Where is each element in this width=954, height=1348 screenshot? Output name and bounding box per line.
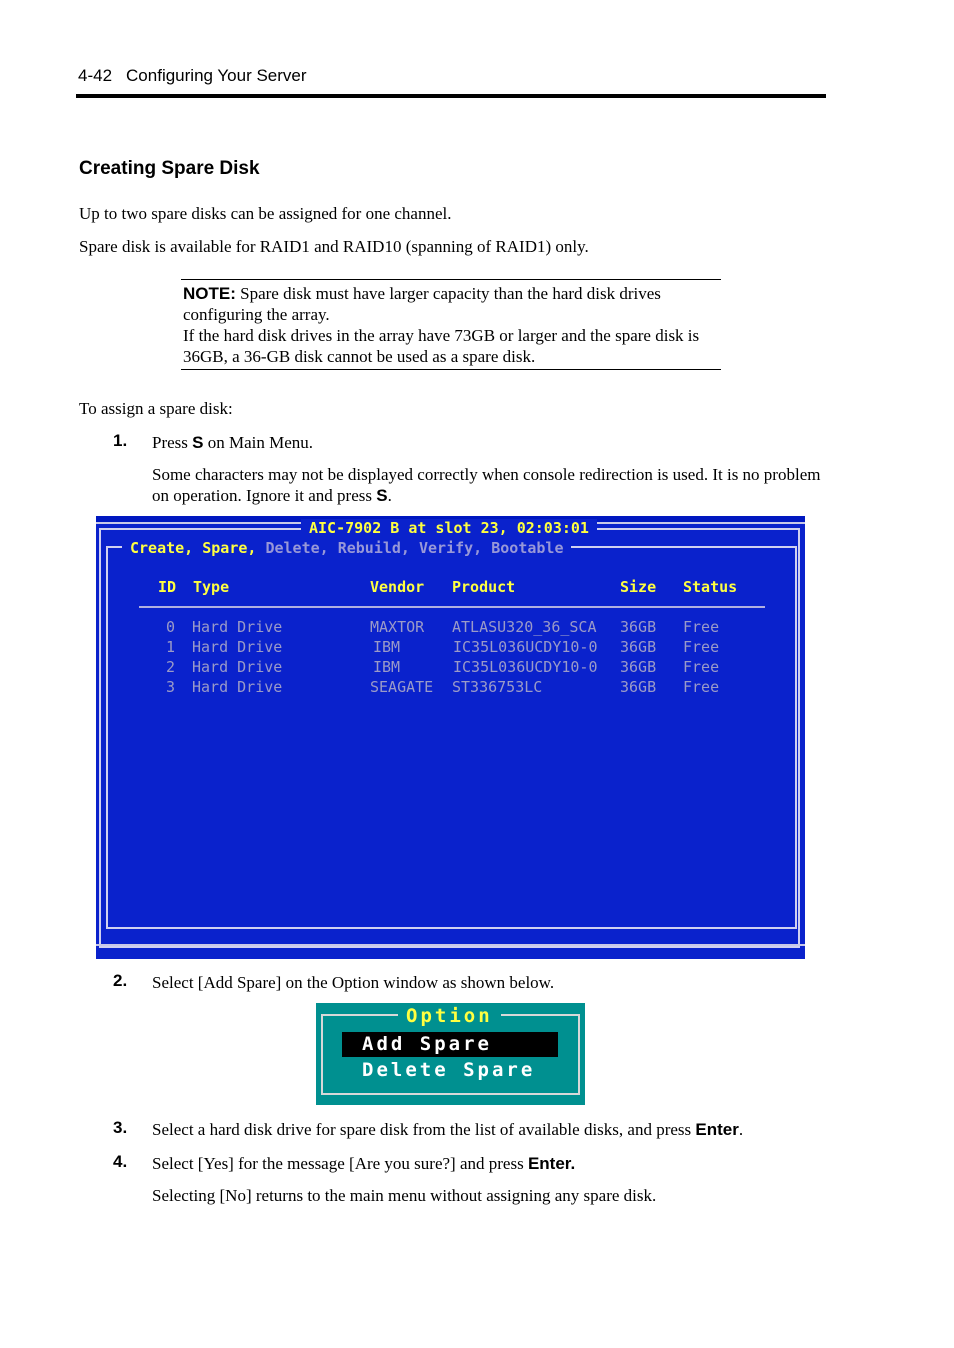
key-s-2: S bbox=[376, 486, 388, 505]
step-2-number: 2. bbox=[113, 971, 128, 990]
lead-text: To assign a spare disk: bbox=[79, 399, 233, 418]
step-2-text: Select [Add Spare] on the Option window as shown below. bbox=[152, 973, 555, 992]
bios-inner-frame bbox=[106, 546, 797, 929]
note-text-1: Spare disk must have larger capacity than the hard disk drives configuring the array. bbox=[183, 284, 661, 324]
col-size: Size bbox=[620, 578, 657, 596]
step-3-text: Select a hard disk drive for spare disk from the list of available disks, and press Enter. bbox=[152, 1120, 744, 1139]
key-s: S bbox=[192, 433, 204, 452]
col-id: ID bbox=[158, 578, 177, 596]
option-delete-spare[interactable]: Delete Spare bbox=[362, 1059, 536, 1081]
bios-screen: AIC-7902 B at slot 23, 02:03:01 Create, Spare, Delete, Rebuild, Verify, Bootable ID Type Vendor Product Size Status 0 Hard Drive MAXTOR ATLASU320_36_SCA 36GB Free 1 Hard Drive IBM IC35L036UCDY10-0 36GB Free 2 Hard Drive IBM IC35L036UCDY10-0 36GB Free 3 Hard Drive SEAGATE ST336753LC 36GB Free bbox=[96, 516, 805, 959]
option-add-spare[interactable]: Add Spare bbox=[362, 1033, 492, 1055]
chapter-title: Configuring Your Server bbox=[126, 66, 307, 85]
col-status: Status bbox=[683, 578, 738, 596]
column-rule bbox=[139, 606, 765, 608]
section-title: Creating Spare Disk bbox=[79, 158, 260, 179]
step-1-subtext: Some characters may not be displayed correctly when console redirection is used. It is no problem on operation. Ignore it and press S. bbox=[152, 465, 821, 505]
col-type: Type bbox=[193, 578, 230, 596]
key-enter: Enter bbox=[695, 1120, 739, 1139]
step-1-text: Press S on Main Menu. bbox=[152, 433, 314, 452]
intro-paragraph-2: Spare disk is available for RAID1 and RAID10 (spanning of RAID1) only. bbox=[79, 237, 589, 256]
menu-create[interactable]: Create, bbox=[130, 539, 194, 557]
key-enter-2: Enter. bbox=[527, 1154, 576, 1173]
option-window bbox=[316, 1003, 585, 1105]
option-title: Option bbox=[398, 1005, 501, 1027]
header-rule bbox=[76, 94, 826, 98]
step-1-number: 1. bbox=[113, 431, 128, 450]
bios-menu-bar bbox=[122, 539, 571, 557]
step-4-number: 4. bbox=[113, 1152, 128, 1171]
intro-paragraph-1: Up to two spare disks can be assigned for one channel. bbox=[79, 204, 452, 223]
page-number: 4-42 bbox=[78, 66, 113, 85]
running-header bbox=[78, 66, 307, 86]
bios-bottom-rule bbox=[96, 944, 805, 946]
bios-title: AIC-7902 B at slot 23, 02:03:01 bbox=[301, 519, 597, 537]
col-product: Product bbox=[452, 578, 516, 596]
note-label: NOTE: bbox=[183, 284, 236, 303]
menu-other-options[interactable]: Delete, Rebuild, Verify, Bootable bbox=[265, 539, 564, 557]
col-vendor: Vendor bbox=[370, 578, 425, 596]
note-box bbox=[181, 279, 721, 370]
step-4-subtext: Selecting [No] returns to the main menu without assigning any spare disk. bbox=[152, 1186, 657, 1205]
step-4-text: Select [Yes] for the message [Are you sure?] and press Enter. bbox=[152, 1154, 576, 1173]
menu-spare[interactable]: Spare, bbox=[202, 539, 257, 557]
note-text-2: If the hard disk drives in the array have 73GB or larger and the spare disk is 36GB, a 36-GB disk cannot be used as a spare disk. bbox=[183, 326, 700, 366]
step-3-number: 3. bbox=[113, 1118, 128, 1137]
